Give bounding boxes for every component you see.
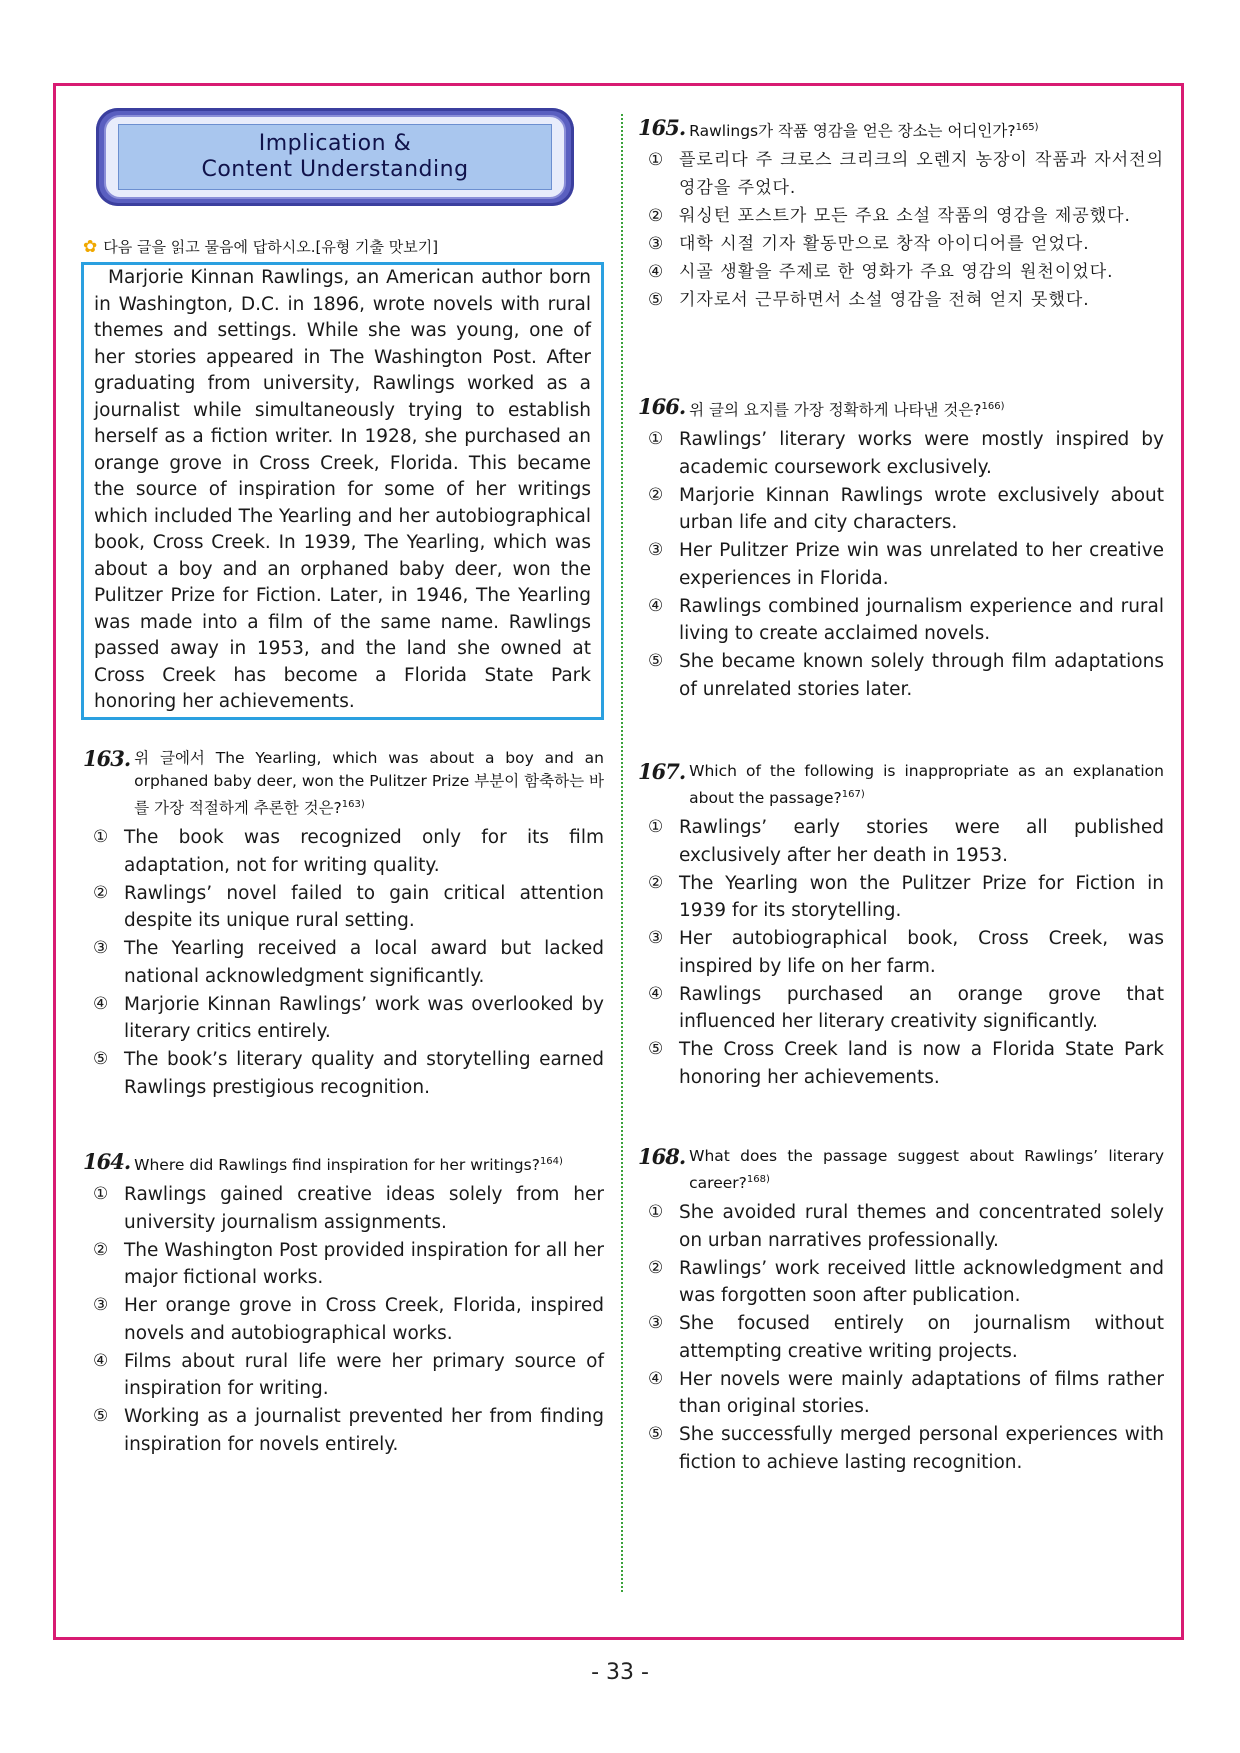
question-165 [638, 116, 1164, 315]
instruction [83, 236, 438, 257]
option-list [638, 814, 1164, 1091]
title-line-2: Content Understanding [201, 157, 469, 182]
option-list [83, 824, 604, 1101]
option-5[interactable]: ⑤ Working as a journalist prevented her from finding inspiration for novels entirely. [93, 1406, 604, 1455]
option-2[interactable]: ② Marjorie Kinnan Rawlings wrote exclusively about urban life and city characters. [648, 484, 1164, 534]
section-title-banner [96, 108, 574, 206]
passage-box [81, 262, 604, 720]
option-4[interactable]: ④ 시골 생활을 주제로 한 영화가 주요 영감의 원천이었다. [648, 261, 1114, 282]
option-2[interactable]: ② 워싱턴 포스트가 모든 주요 소설 작품의 영감을 제공했다. [648, 205, 1131, 226]
question-stem: Rawlings가 작품 영감을 얻은 장소는 어디인가?$^{165)}$ [689, 122, 1039, 141]
footnote-ref: 165) [1015, 122, 1039, 133]
option-1[interactable]: ① Rawlings’ early stories were all published exclusively after her death in 1953. [648, 817, 1164, 866]
passage-text: Marjorie Kinnan Rawlings, an American author born in Washington, D.C. in 1896, wrote novels with rural themes and settings. While she was young, one of her stories appeared in The Washington Post. After graduating from university, Rawlings worked as a journalist while simultaneously trying to establish herself as a fiction writer. In 1928, she purchased an orange grove in Cross Creek, Florida. This became the source of inspiration for some of her writings which included The Yearling and her autobiographical book, Cross Creek. In 1939, The Yearling, which was about a boy and an orphaned baby deer, won the Pulitzer Prize for Fiction. Later, in 1946, The Yearling was made into a film of the same name. Rawlings passed away in 1953, and the land she owned at Cross Creek has become a Florida State Park honoring her achievements. [94, 267, 591, 712]
option-1[interactable]: ① Rawlings’ literary works were mostly inspired by academic coursework exclusively. [648, 429, 1164, 478]
option-5[interactable]: ⑤ The Cross Creek land is now a Florida State Park honoring her achievements. [648, 1039, 1164, 1088]
option-3[interactable]: ③ Her Pulitzer Prize win was unrelated to her creative experiences in Florida. [648, 540, 1164, 589]
question-stem: What does the passage suggest about Rawlings’ literary career?$^{168)}$ [689, 1147, 1164, 1193]
footnote-ref: 166) [981, 401, 1005, 412]
question-number: 166. [638, 394, 686, 419]
question-163 [83, 747, 604, 1102]
question-number: 168. [638, 1144, 686, 1169]
option-2[interactable]: ② Rawlings’ work received little acknowledgment and was forgotten soon after publication. [648, 1257, 1164, 1307]
column-divider [621, 114, 623, 1592]
option-3[interactable]: ③ 대학 시절 기자 활동만으로 창작 아이디어를 얻었다. [648, 233, 1090, 254]
option-3[interactable]: ③ Her orange grove in Cross Creek, Florida, inspired novels and autobiographical works. [93, 1295, 604, 1344]
option-1[interactable]: ① 플로리다 주 크로스 크리크의 오렌지 농장이 작품과 자서전의 영감을 주었다. [648, 150, 1164, 198]
question-number: 165. [638, 115, 686, 140]
option-5[interactable]: ⑤ She successfully merged personal experiences with fiction to achieve lasting recognition. [648, 1424, 1164, 1473]
option-list [83, 1181, 604, 1458]
option-1[interactable]: ① She avoided rural themes and concentrated solely on urban narratives professionally. [648, 1202, 1164, 1251]
question-166 [638, 395, 1164, 704]
title-line-1: Implication & [258, 131, 412, 156]
page-number: - 33 - [591, 1660, 649, 1685]
option-list [638, 1199, 1164, 1476]
option-2[interactable]: ② Rawlings’ novel failed to gain critical attention despite its unique rural setting. [93, 882, 604, 932]
option-5[interactable]: ⑤ She became known solely through film adaptations of unrelated stories later. [648, 651, 1164, 700]
flower-icon: ✿ [83, 236, 98, 257]
question-stem: Where did Rawlings find inspiration for her writings?$^{164)}$ [134, 1156, 563, 1175]
option-4[interactable]: ④ Films about rural life were her primary source of inspiration for writing. [93, 1350, 604, 1400]
question-168 [638, 1145, 1164, 1477]
option-4[interactable]: ④ Rawlings purchased an orange grove that influenced her literary creativity significantly. [648, 983, 1164, 1033]
option-4[interactable]: ④ Her novels were mainly adaptations of films rather than original stories. [648, 1368, 1164, 1418]
footnote-ref: 168) [746, 1174, 770, 1185]
option-1[interactable]: ① The book was recognized only for its film adaptation, not for writing quality. [93, 827, 604, 876]
option-5[interactable]: ⑤ The book’s literary quality and storytelling earned Rawlings prestigious recognition. [93, 1049, 604, 1098]
option-3[interactable]: ③ Her autobiographical book, Cross Creek, was inspired by life on her farm. [648, 928, 1164, 977]
question-stem: Which of the following is inappropriate as an explanation about the passage?$^{167)}$ [689, 762, 1164, 808]
option-4[interactable]: ④ Rawlings combined journalism experience and rural living to create acclaimed novels. [648, 595, 1164, 645]
footnote-ref: 163) [341, 799, 365, 810]
option-2[interactable]: ② The Washington Post provided inspiration for all her major fictional works. [93, 1239, 604, 1289]
question-164 [83, 1150, 604, 1459]
footnote-ref: 164) [539, 1156, 563, 1167]
footnote-ref: 167) [841, 789, 865, 800]
question-number: 167. [638, 759, 686, 784]
question-stem: 위 글의 요지를 가장 정확하게 나타낸 것은?$^{166)}$ [689, 401, 1005, 420]
option-3[interactable]: ③ She focused entirely on journalism without attempting creative writing projects. [648, 1313, 1164, 1362]
option-list [638, 426, 1164, 703]
option-2[interactable]: ② The Yearling won the Pulitzer Prize for Fiction in 1939 for its storytelling. [648, 872, 1164, 922]
question-stem: 위 글에서 The Yearling, which was about a boy and an orphaned baby deer, won the Pulitzer Prize 부분이 함축하는 바를 가장 적절하게 추론한 것은?$^{163)}$ [134, 749, 604, 818]
question-167 [638, 760, 1164, 1092]
option-5[interactable]: ⑤ 기자로서 근무하면서 소설 영감을 전혀 얻지 못했다. [648, 289, 1090, 310]
option-1[interactable]: ① Rawlings gained creative ideas solely from her university journalism assignments. [93, 1184, 604, 1233]
option-4[interactable]: ④ Marjorie Kinnan Rawlings’ work was overlooked by literary critics entirely. [93, 993, 604, 1043]
option-3[interactable]: ③ The Yearling received a local award but lacked national acknowledgment significantly. [93, 938, 604, 987]
option-list [638, 147, 1164, 314]
question-number: 163. [83, 746, 131, 771]
instruction-text: 다음 글을 읽고 물음에 답하시오.[유형 기출 맛보기] [103, 238, 439, 256]
question-number: 164. [83, 1149, 131, 1174]
